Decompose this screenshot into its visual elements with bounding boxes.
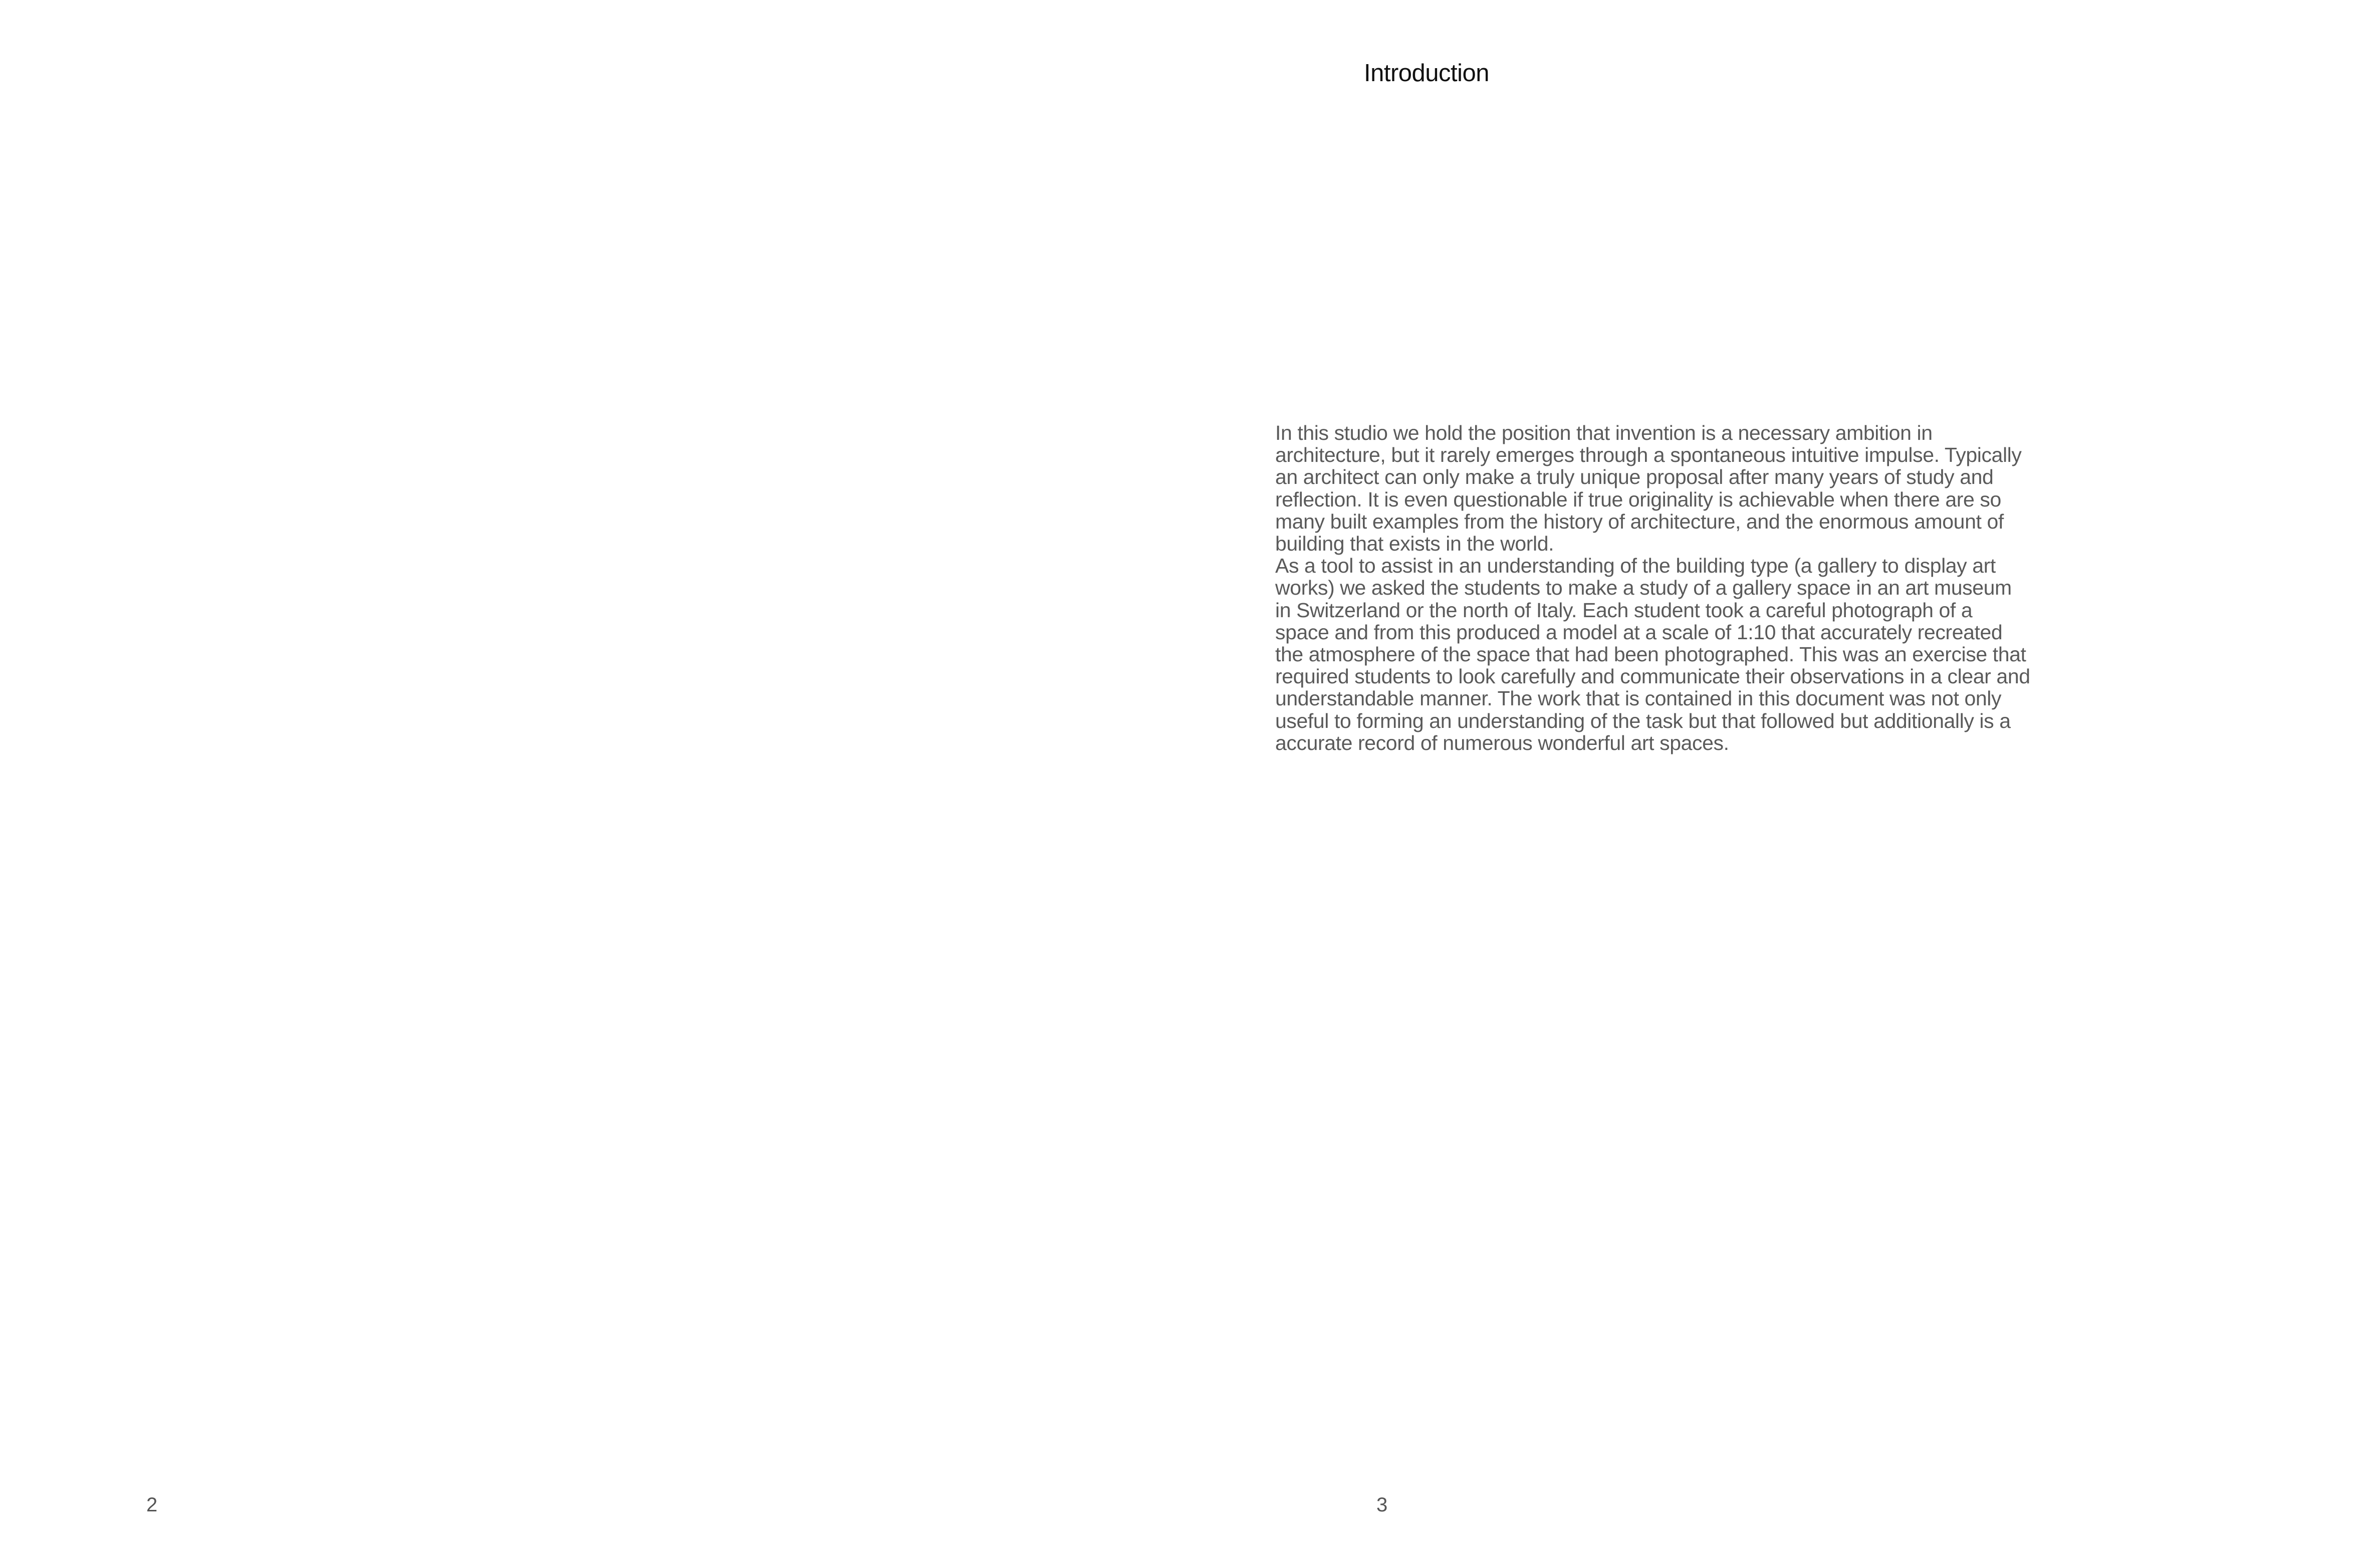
right-page [1184,0,2367,1568]
section-title: Introduction [1364,60,1490,87]
body-text [1275,422,2057,754]
paragraph-2: As a tool to assist in an understanding of the building type (a gallery to display art works) we asked the students to make a study of a gallery space in an art museum in Switzerland or the north of Italy. Each student took a careful photograph of a space and from this produced a model at a scale of 1:10 that accurately recreated the atmosphere of the space that had been photographed. This was an exercise that required students to look carefully and communicate their observations in a clear and understandable manner. The work that is contained in this document was not only useful to forming an understanding of the task but that followed but additionally is a accurate record of numerous wonderful art spaces. [1275,554,2030,754]
page-number-left: 2 [146,1494,158,1516]
page-number-right: 3 [1376,1494,1388,1516]
paragraph-1: In this studio we hold the position that invention is a necessary ambition in architecture, but it rarely emerges through a spontaneous intuitive impulse. Typically an architect can only make a truly unique proposal after many years of study and reflection. It is even questionable if true originality is achievable when there are so many built examples from the history of architecture, and the enormous amount of building that exists in the world. [1275,421,2022,556]
